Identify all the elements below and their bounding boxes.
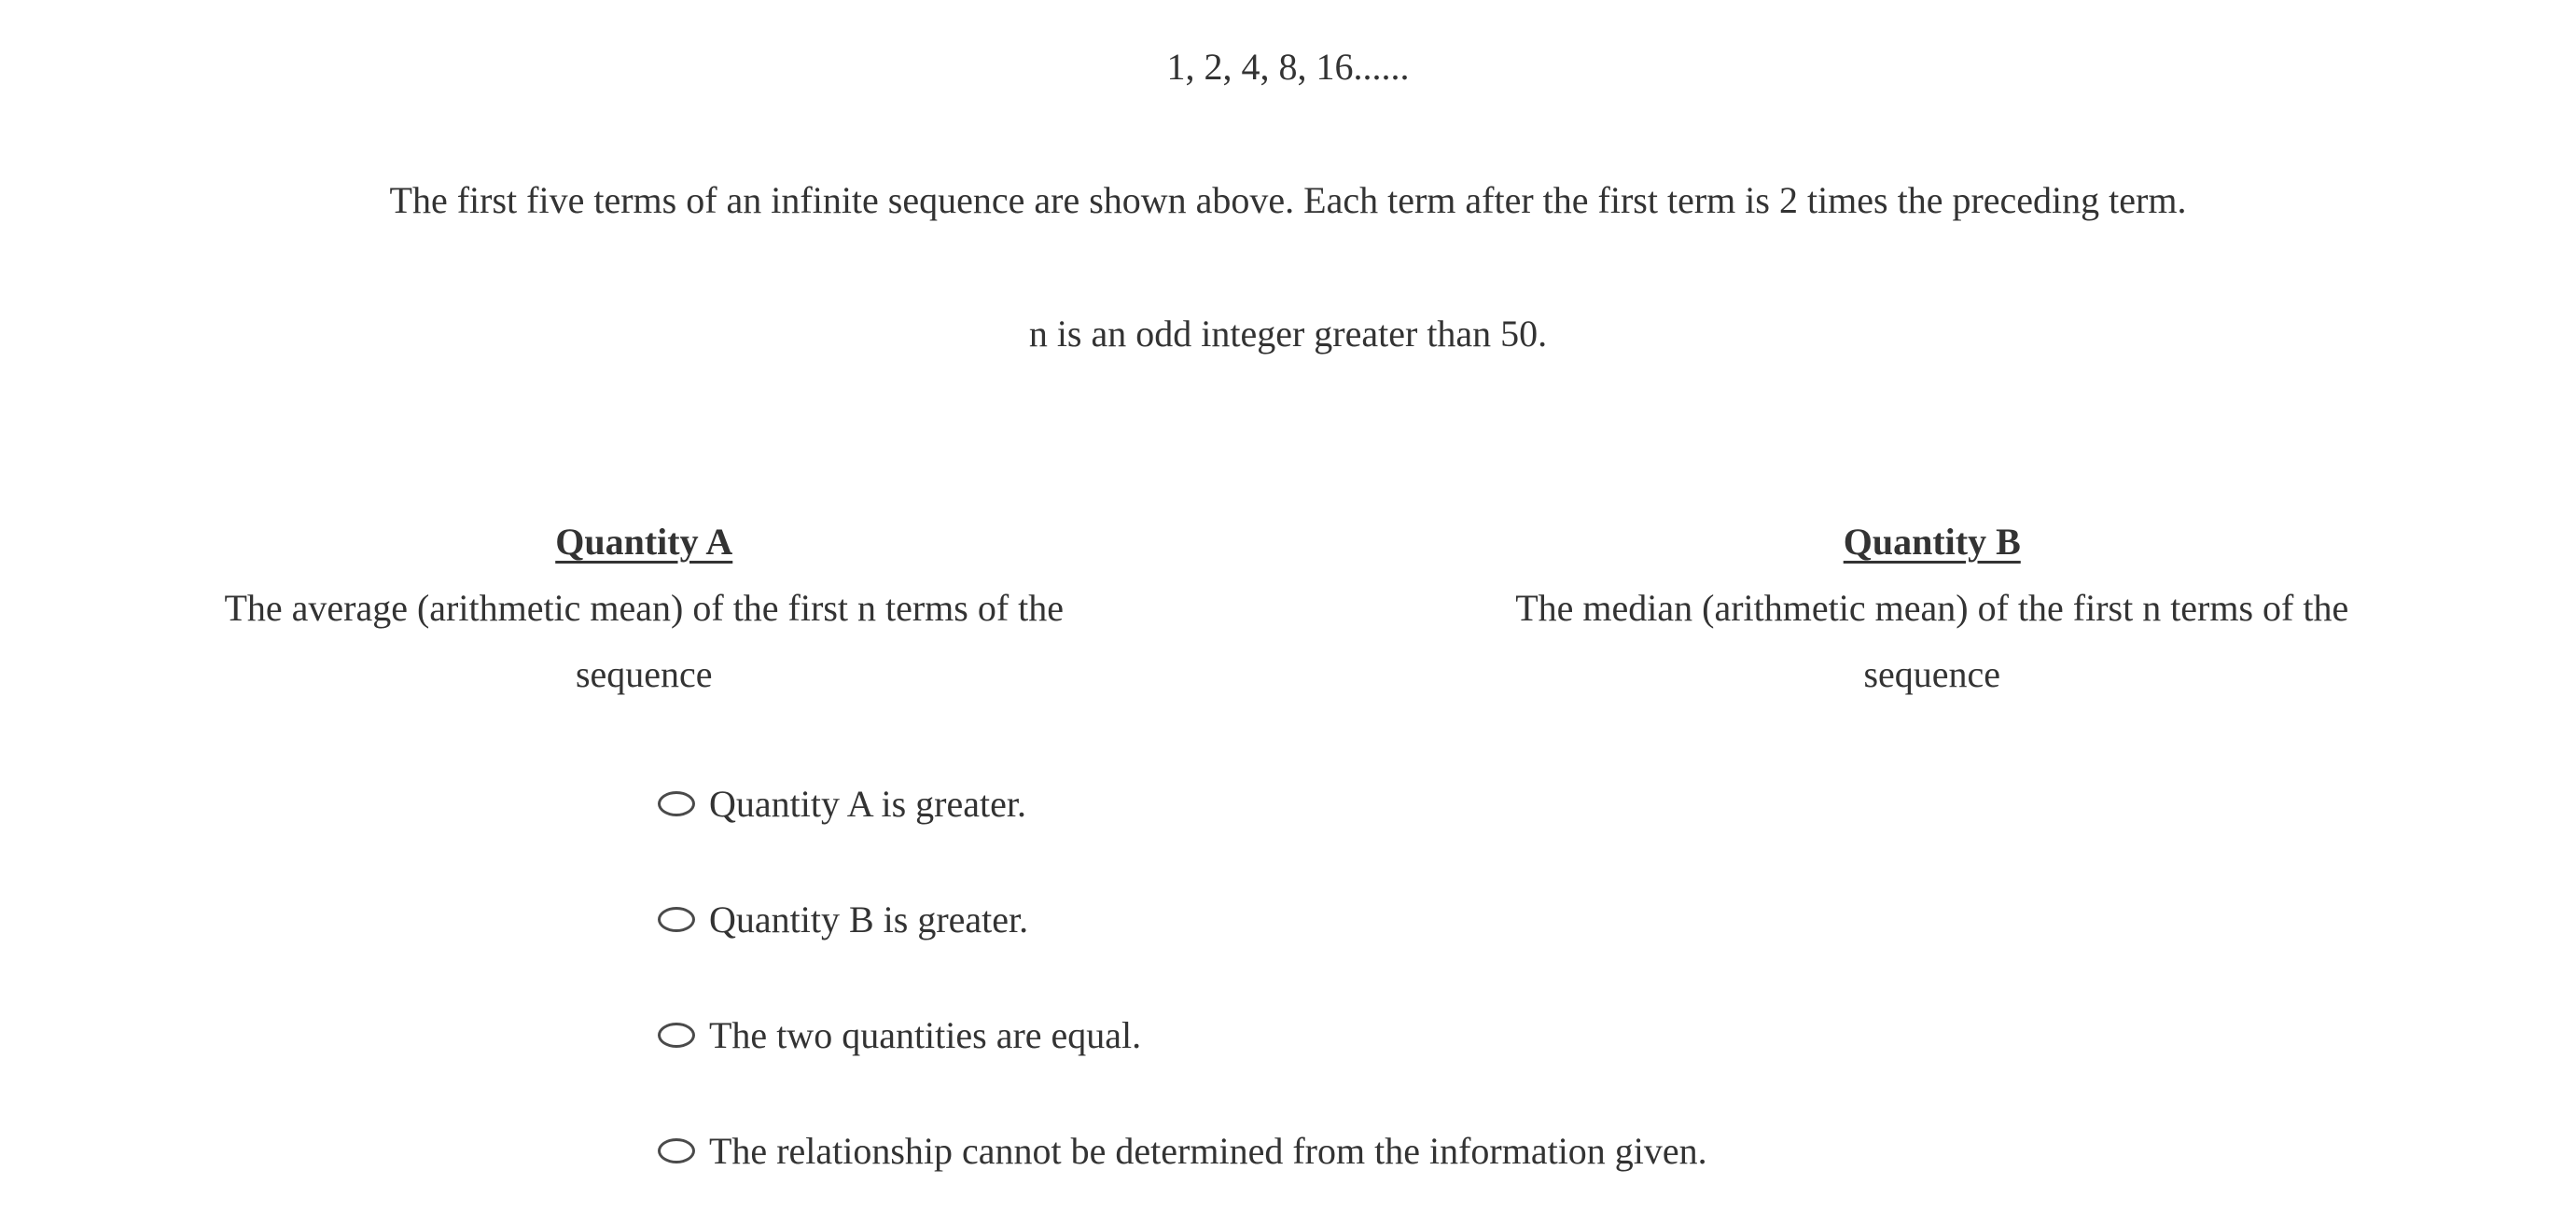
radio-button-a[interactable] [658, 791, 695, 816]
radio-button-d[interactable] [658, 1138, 695, 1163]
option-label-a: Quantity A is greater. [709, 782, 1026, 825]
radio-button-b[interactable] [658, 907, 695, 932]
quantity-a-description: The average (arithmetic mean) of the first n terms of the sequence [224, 587, 1065, 696]
sequence-text: 1, 2, 4, 8, 16...... [1166, 46, 1410, 88]
quantities-section [0, 509, 2576, 708]
option-row-b[interactable] [658, 899, 2576, 941]
radio-button-c[interactable] [658, 1023, 695, 1048]
options-list [658, 783, 2576, 1173]
quantity-b-column [1288, 509, 2576, 708]
quantity-b-header: Quantity B [1843, 521, 2021, 563]
intro-text: The first five terms of an infinite sequence are shown above. Each term after the first term is 2 times the preceding term. [389, 179, 2187, 221]
option-label-b: Quantity B is greater. [709, 898, 1029, 940]
option-row-a[interactable] [658, 783, 2576, 826]
condition-text: n is an odd integer greater than 50. [1028, 313, 1548, 355]
quantity-a-header: Quantity A [555, 521, 733, 563]
option-label-c: The two quantities are equal. [709, 1013, 1142, 1056]
quantity-b-description: The median (arithmetic mean) of the first n terms of the sequence [1515, 587, 2349, 696]
option-label-d: The relationship cannot be determined from the information given. [709, 1129, 1707, 1172]
option-row-d[interactable] [658, 1130, 2576, 1173]
quantity-a-column [0, 509, 1288, 708]
option-row-c[interactable] [658, 1014, 2576, 1057]
